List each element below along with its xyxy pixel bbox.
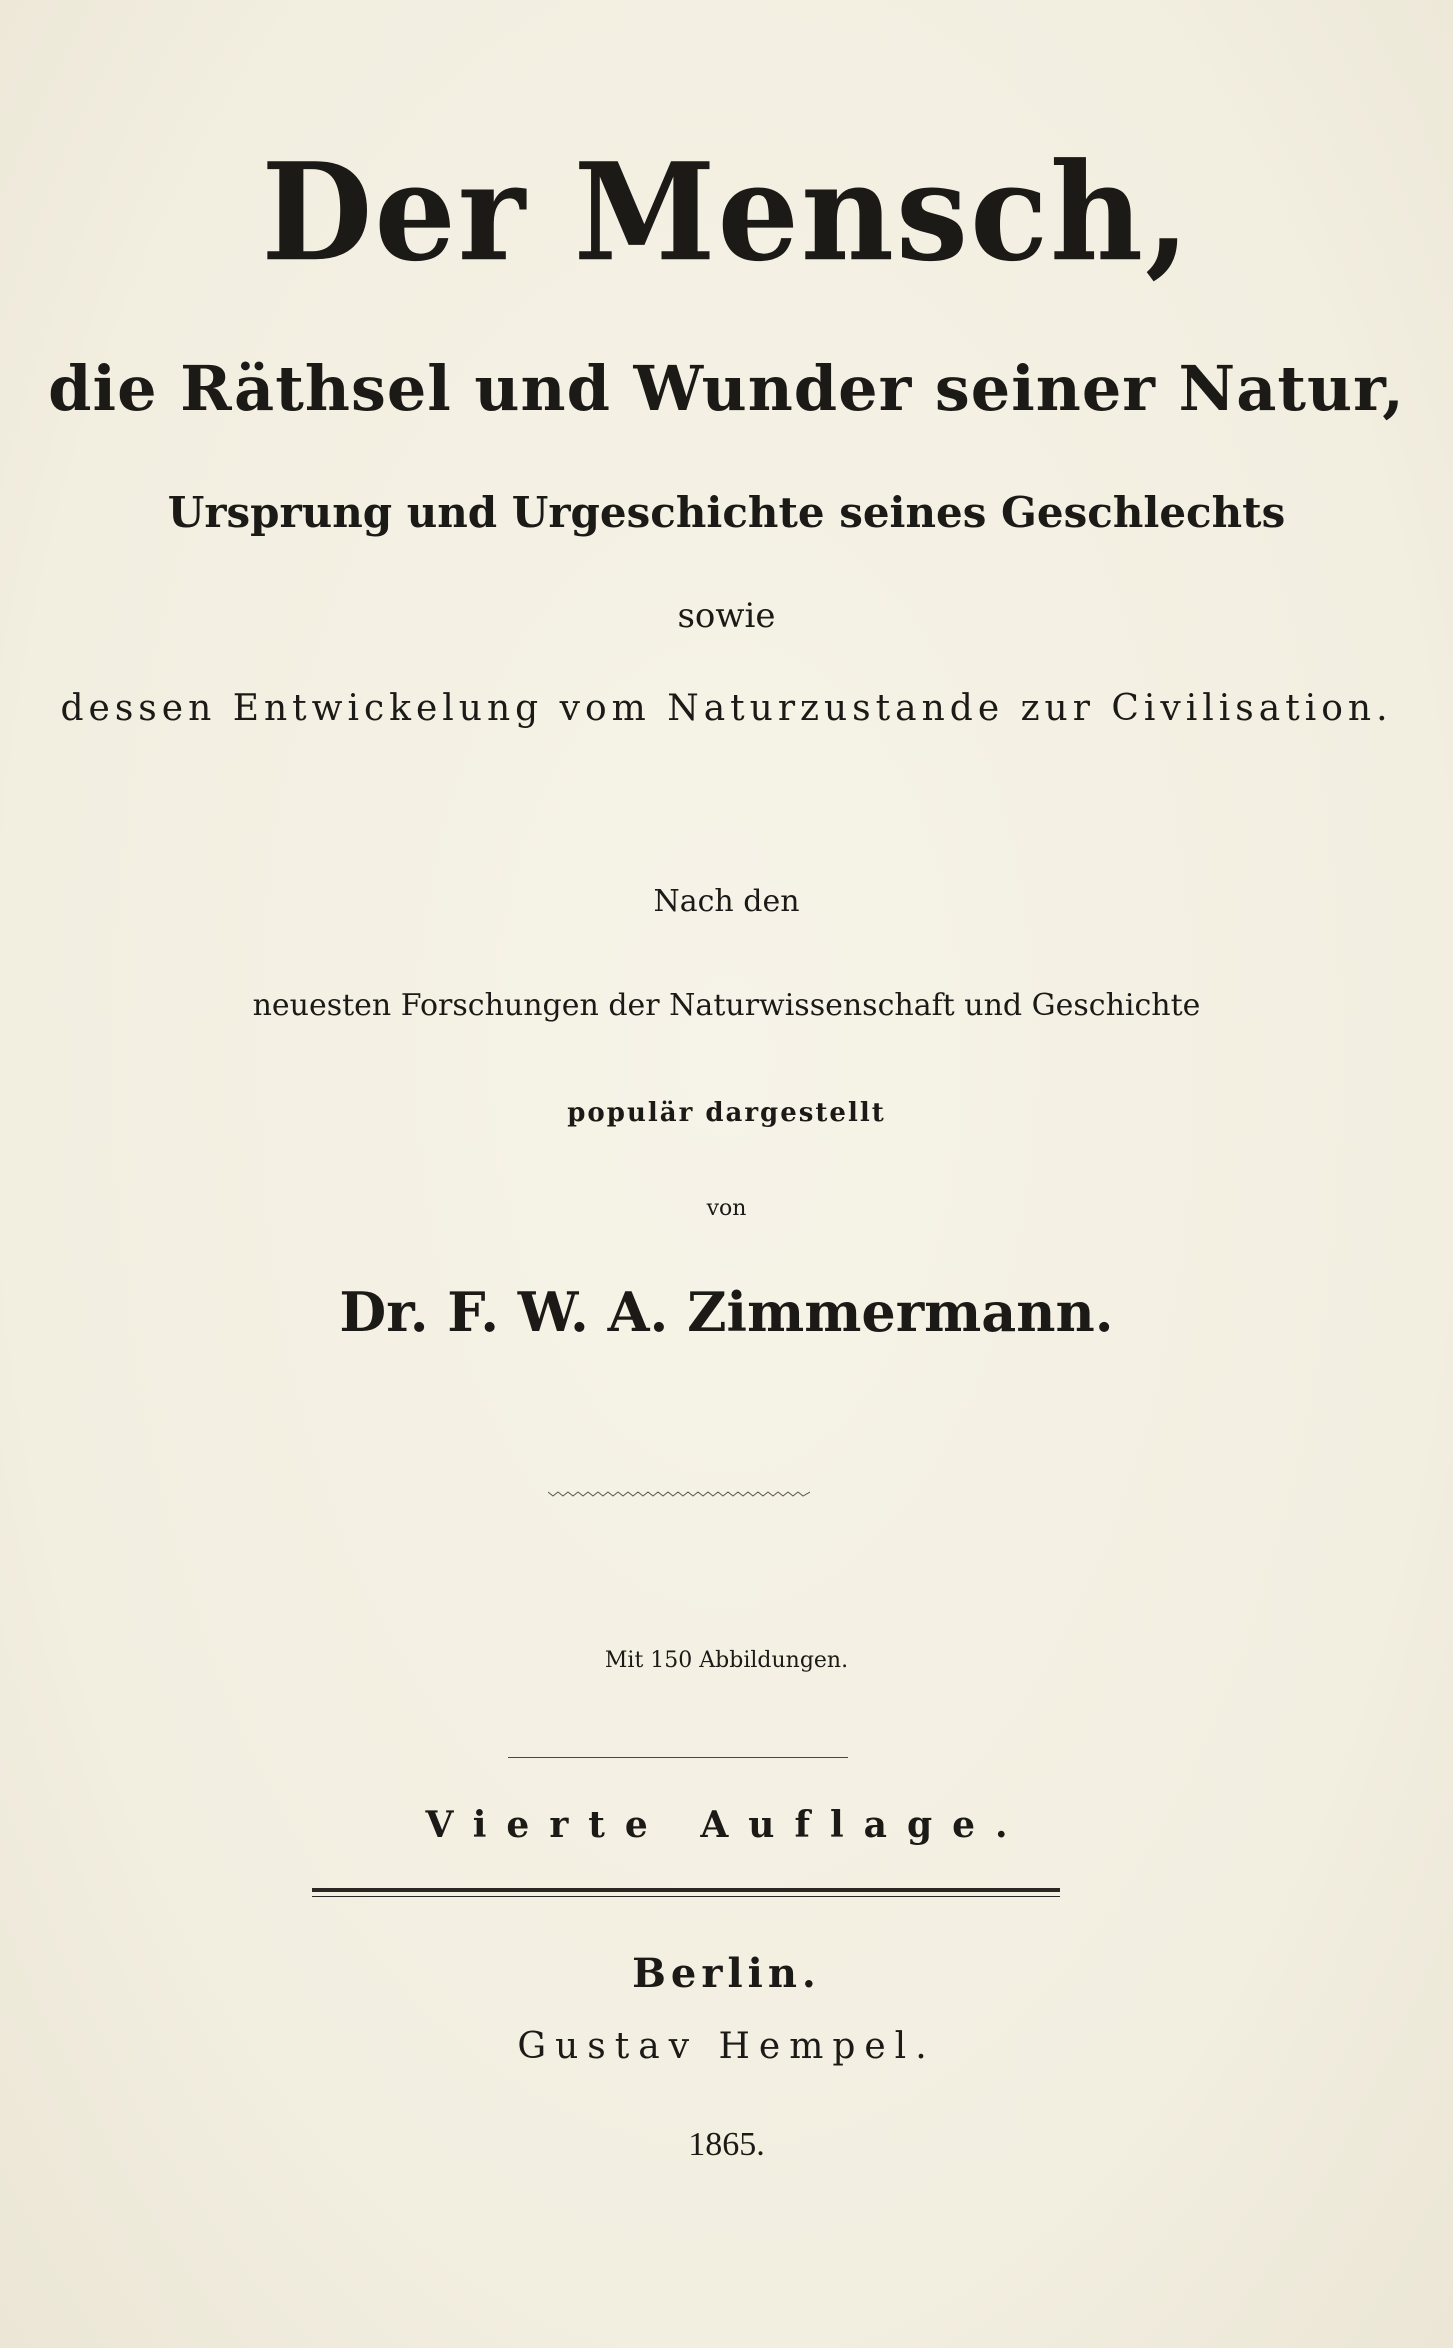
edition-label: Vierte Auflage. — [425, 1804, 1028, 1846]
publication-city: Berlin. — [632, 1950, 821, 1997]
subtitle-line-3: dessen Entwickelung vom Naturzustande zur Civilisation. — [60, 688, 1393, 729]
book-title: Der Mensch, — [261, 134, 1192, 292]
short-divider-rule — [508, 1757, 848, 1758]
presentation-note: populär dargestellt — [567, 1098, 886, 1128]
subtitle-line-1: die Räthsel und Wunder seiner Natur, — [48, 352, 1405, 425]
publication-year: 1865. — [688, 2126, 765, 2163]
basis-intro: Nach den — [653, 884, 800, 919]
author-name: Dr. F. W. A. Zimmermann. — [339, 1280, 1114, 1344]
wavy-ornament-rule — [548, 1488, 810, 1500]
double-divider-rule — [312, 1888, 1060, 1897]
by-text: von — [706, 1196, 747, 1221]
publisher-name: Gustav Hempel. — [517, 2026, 936, 2067]
connector-text: sowie — [677, 596, 776, 636]
subtitle-line-2: Ursprung und Urgeschichte seines Geschlechts — [167, 488, 1286, 537]
illustrations-note: Mit 150 Abbildungen. — [604, 1648, 849, 1673]
basis-line: neuesten Forschungen der Naturwissenschaft und Geschichte — [252, 988, 1201, 1023]
